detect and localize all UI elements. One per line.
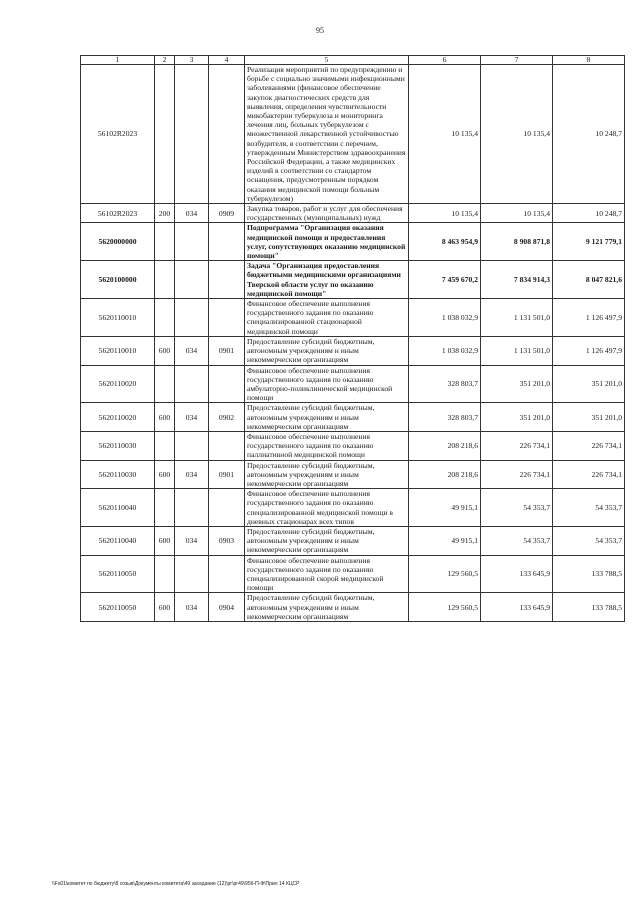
cell-expense-type: 600 <box>155 336 175 365</box>
cell-section-code <box>209 261 245 299</box>
cell-description: Предоставление субсидий бюджетным, автономным учреждениям и иным некоммерческим организациям <box>245 593 409 622</box>
cell-target-code: 5620110030 <box>81 431 155 460</box>
cell-amount-col8: 351 201,0 <box>553 365 625 403</box>
cell-target-code: 5620000000 <box>81 223 155 261</box>
footer-file-path: \\Fs01\комитет по бюджету\8 созыв\Документы комитета\49 заседание (12)\рг\рг49\956-П-Ф\Прил 14 КЦСР <box>52 881 300 887</box>
cell-target-code: 5620110010 <box>81 336 155 365</box>
cell-section-code: 0909 <box>209 204 245 223</box>
cell-amount-col7: 8 908 871,8 <box>481 223 553 261</box>
cell-amount-col6: 1 038 032,9 <box>409 299 481 337</box>
cell-expense-type: 200 <box>155 204 175 223</box>
cell-expense-type <box>155 365 175 403</box>
cell-amount-col6: 208 218,6 <box>409 431 481 460</box>
cell-expense-type <box>155 299 175 337</box>
cell-expense-type: 600 <box>155 403 175 432</box>
cell-target-code: 5620110040 <box>81 489 155 527</box>
cell-amount-col8: 351 201,0 <box>553 403 625 432</box>
cell-description: Финансовое обеспечение выполнения государственного задания по оказанию паллиативной медицинской помощи <box>245 431 409 460</box>
cell-amount-col7: 226 734,1 <box>481 431 553 460</box>
table-row <box>81 555 625 593</box>
cell-admin-code: 034 <box>175 204 209 223</box>
cell-description: Предоставление субсидий бюджетным, автономным учреждениям и иным некоммерческим организациям <box>245 460 409 489</box>
cell-admin-code: 034 <box>175 403 209 432</box>
header-col-7: 7 <box>481 56 553 65</box>
cell-amount-col7: 351 201,0 <box>481 365 553 403</box>
cell-section-code <box>209 299 245 337</box>
cell-amount-col7: 54 353,7 <box>481 526 553 555</box>
cell-admin-code: 034 <box>175 336 209 365</box>
budget-table <box>80 55 625 622</box>
cell-amount-col7: 10 135,4 <box>481 204 553 223</box>
page-number: 95 <box>316 26 324 35</box>
cell-description: Финансовое обеспечение выполнения государственного задания по оказанию специализированной медицинской помощи в дневных стационарах всех типов <box>245 489 409 527</box>
table-body <box>81 65 625 622</box>
cell-expense-type: 600 <box>155 526 175 555</box>
cell-amount-col6: 328 803,7 <box>409 365 481 403</box>
cell-description: Подпрограмма "Организация оказания медицинской помощи и предоставления услуг, сопутствующих оказанию медицинской помощи" <box>245 223 409 261</box>
header-col-4: 4 <box>209 56 245 65</box>
table-row <box>81 489 625 527</box>
cell-description: Предоставление субсидий бюджетным, автономным учреждениям и иным некоммерческим организациям <box>245 526 409 555</box>
cell-admin-code: 034 <box>175 526 209 555</box>
cell-section-code <box>209 489 245 527</box>
cell-amount-col6: 129 560,5 <box>409 593 481 622</box>
cell-admin-code <box>175 261 209 299</box>
table-row <box>81 204 625 223</box>
cell-amount-col6: 7 459 670,2 <box>409 261 481 299</box>
cell-admin-code <box>175 489 209 527</box>
table-row <box>81 336 625 365</box>
cell-amount-col7: 351 201,0 <box>481 403 553 432</box>
cell-section-code: 0902 <box>209 403 245 432</box>
cell-section-code: 0901 <box>209 460 245 489</box>
cell-section-code <box>209 365 245 403</box>
cell-description: Финансовое обеспечение выполнения государственного задания по оказанию специализированной скорой медицинской помощи <box>245 555 409 593</box>
cell-admin-code <box>175 431 209 460</box>
cell-expense-type: 600 <box>155 460 175 489</box>
cell-amount-col8: 54 353,7 <box>553 526 625 555</box>
cell-admin-code: 034 <box>175 460 209 489</box>
cell-description: Финансовое обеспечение выполнения государственного задания по оказанию специализированной стационарной медицинской помощи <box>245 299 409 337</box>
cell-target-code: 5620110030 <box>81 460 155 489</box>
cell-admin-code: 034 <box>175 593 209 622</box>
cell-target-code: 56102R2023 <box>81 204 155 223</box>
cell-description: Предоставление субсидий бюджетным, автономным учреждениям и иным некоммерческим организациям <box>245 403 409 432</box>
cell-amount-col8: 226 734,1 <box>553 431 625 460</box>
cell-description: Закупка товаров, работ и услуг для обеспечения государственных (муниципальных) нужд <box>245 204 409 223</box>
table-row <box>81 403 625 432</box>
cell-expense-type <box>155 555 175 593</box>
header-col-3: 3 <box>175 56 209 65</box>
cell-target-code: 5620110020 <box>81 365 155 403</box>
cell-admin-code <box>175 65 209 204</box>
table-row <box>81 526 625 555</box>
cell-amount-col8: 226 734,1 <box>553 460 625 489</box>
cell-amount-col7: 10 135,4 <box>481 65 553 204</box>
cell-amount-col6: 10 135,4 <box>409 204 481 223</box>
cell-amount-col8: 10 248,7 <box>553 65 625 204</box>
cell-amount-col7: 133 645,9 <box>481 555 553 593</box>
cell-amount-col6: 328 803,7 <box>409 403 481 432</box>
cell-amount-col6: 49 915,1 <box>409 526 481 555</box>
table-row <box>81 460 625 489</box>
cell-amount-col7: 1 131 501,0 <box>481 299 553 337</box>
cell-amount-col7: 133 645,9 <box>481 593 553 622</box>
cell-description: Задача "Организация предоставления бюджетными медицинскими организациями Тверской области услуг по оказанию медицинской помощи" <box>245 261 409 299</box>
cell-target-code: 5620110040 <box>81 526 155 555</box>
header-col-2: 2 <box>155 56 175 65</box>
cell-description: Реализация мероприятий по предупреждению и борьбе с социально значимыми инфекционными заболеваниями (финансовое обеспечение закупок диагностических средств для выявления, определения чувствительности микобактерии туберкулеза и мониторинга лечения лиц, больных туберкулезом с множественной лекарственной устойчивостью возбудителя, в соответствии с перечнем, утвержденным Министерством здравоохранения Российской Федерации, а также медицинских изделий в соответствии со стандартом оснащения, предусмотренным порядком оказания медицинской помощи больным туберкулезом) <box>245 65 409 204</box>
cell-section-code <box>209 431 245 460</box>
header-col-8: 8 <box>553 56 625 65</box>
cell-amount-col6: 129 560,5 <box>409 555 481 593</box>
cell-expense-type <box>155 261 175 299</box>
cell-description: Финансовое обеспечение выполнения государственного задания по оказанию амбулаторно-поликлинической медицинской помощи <box>245 365 409 403</box>
table-row <box>81 365 625 403</box>
table-row <box>81 431 625 460</box>
cell-expense-type: 600 <box>155 593 175 622</box>
cell-section-code <box>209 555 245 593</box>
cell-admin-code <box>175 223 209 261</box>
cell-amount-col8: 133 788,5 <box>553 593 625 622</box>
table-row <box>81 593 625 622</box>
table-row <box>81 223 625 261</box>
cell-admin-code <box>175 365 209 403</box>
cell-target-code: 5620110020 <box>81 403 155 432</box>
table-row <box>81 299 625 337</box>
cell-amount-col7: 54 353,7 <box>481 489 553 527</box>
header-col-1: 1 <box>81 56 155 65</box>
cell-amount-col7: 1 131 501,0 <box>481 336 553 365</box>
cell-target-code: 56102R2023 <box>81 65 155 204</box>
cell-amount-col8: 10 248,7 <box>553 204 625 223</box>
cell-target-code: 5620110010 <box>81 299 155 337</box>
cell-expense-type <box>155 65 175 204</box>
cell-target-code: 5620100000 <box>81 261 155 299</box>
cell-target-code: 5620110050 <box>81 555 155 593</box>
table-row <box>81 261 625 299</box>
cell-amount-col8: 9 121 779,1 <box>553 223 625 261</box>
cell-amount-col7: 7 834 914,3 <box>481 261 553 299</box>
cell-section-code: 0901 <box>209 336 245 365</box>
cell-section-code <box>209 223 245 261</box>
cell-admin-code <box>175 555 209 593</box>
cell-description: Предоставление субсидий бюджетным, автономным учреждениям и иным некоммерческим организациям <box>245 336 409 365</box>
header-col-6: 6 <box>409 56 481 65</box>
cell-expense-type <box>155 223 175 261</box>
cell-amount-col8: 1 126 497,9 <box>553 336 625 365</box>
cell-amount-col6: 208 218,6 <box>409 460 481 489</box>
cell-amount-col6: 10 135,4 <box>409 65 481 204</box>
cell-expense-type <box>155 489 175 527</box>
cell-amount-col8: 54 353,7 <box>553 489 625 527</box>
cell-target-code: 5620110050 <box>81 593 155 622</box>
cell-expense-type <box>155 431 175 460</box>
cell-section-code <box>209 65 245 204</box>
cell-section-code: 0904 <box>209 593 245 622</box>
cell-amount-col7: 226 734,1 <box>481 460 553 489</box>
table-header-row <box>81 56 625 65</box>
cell-admin-code <box>175 299 209 337</box>
cell-section-code: 0903 <box>209 526 245 555</box>
cell-amount-col6: 49 915,1 <box>409 489 481 527</box>
cell-amount-col6: 1 038 032,9 <box>409 336 481 365</box>
table-row <box>81 65 625 204</box>
cell-amount-col8: 1 126 497,9 <box>553 299 625 337</box>
cell-amount-col8: 133 788,5 <box>553 555 625 593</box>
header-col-5: 5 <box>245 56 409 65</box>
cell-amount-col6: 8 463 954,9 <box>409 223 481 261</box>
cell-amount-col8: 8 047 821,6 <box>553 261 625 299</box>
